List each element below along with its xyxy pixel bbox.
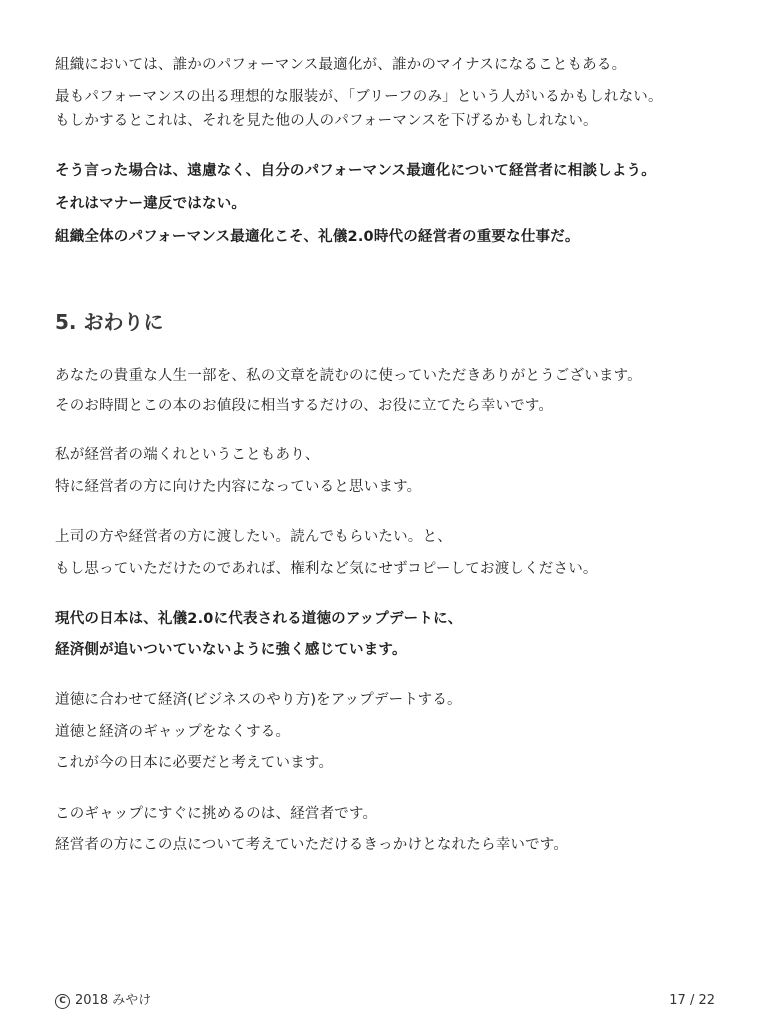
paragraph-line: 特に経営者の方に向けた内容になっていると思います。 bbox=[55, 479, 422, 495]
section-heading: 5. おわりに bbox=[55, 310, 164, 334]
paragraph-line: そのお時間とこの本のお値段に相当するだけの、お役に立てたら幸いです。 bbox=[55, 398, 554, 414]
paragraph-line: 最もパフォーマンスの出る理想的な服装が、「ブリーフのみ」という人がいるかもしれない。 bbox=[55, 89, 663, 105]
paragraph-line: 私が経営者の端くれということもあり、 bbox=[55, 447, 320, 463]
paragraph-line: 上司の方や経営者の方に渡したい。読んでもらいたい。と、 bbox=[55, 529, 452, 545]
paragraph-line: 道徳と経済のギャップをなくする。 bbox=[55, 724, 291, 740]
copyright-text: 2018 みやけ bbox=[75, 993, 152, 1008]
paragraph-line: あなたの貴重な人生一部を、私の文章を読むのに使っていただきありがとうございます。 bbox=[55, 368, 642, 384]
bold-paragraph-line: 現代の日本は、礼儀2.0に代表される道徳のアップデートに、 bbox=[55, 611, 463, 627]
copyright-icon: C bbox=[55, 994, 70, 1009]
paragraph-line: もしかするとこれは、それを見た他の人のパフォーマンスを下げるかもしれない。 bbox=[55, 113, 598, 129]
bold-paragraph-line: それはマナー違反ではない。 bbox=[55, 196, 247, 212]
paragraph-line: 組織においては、誰かのパフォーマンス最適化が、誰かのマイナスになることもある。 bbox=[55, 57, 627, 73]
paragraph-line: 道徳に合わせて経済(ビジネスのやり方)をアップデートする。 bbox=[55, 692, 462, 708]
page-indicator: 17 / 22 bbox=[669, 993, 715, 1008]
copyright-footer bbox=[55, 992, 151, 1010]
paragraph-line: これが今の日本に必要だと考えています。 bbox=[55, 755, 334, 771]
bold-paragraph-line: そう言った場合は、遠慮なく、自分のパフォーマンス最適化について経営者に相談しよう。 bbox=[55, 163, 656, 179]
paragraph-line: もし思っていただけたのであれば、権利など気にせずコピーしてお渡しください。 bbox=[55, 561, 598, 577]
paragraph-line: 経営者の方にこの点について考えていただけるきっかけとなれたら幸いです。 bbox=[55, 837, 569, 853]
bold-paragraph-line: 経済側が追いついていないように強く感じています。 bbox=[55, 642, 407, 658]
paragraph-line: このギャップにすぐに挑めるのは、経営者です。 bbox=[55, 806, 378, 822]
bold-paragraph-line: 組織全体のパフォーマンス最適化こそ、礼儀2.0時代の経営者の重要な仕事だ。 bbox=[55, 229, 580, 245]
